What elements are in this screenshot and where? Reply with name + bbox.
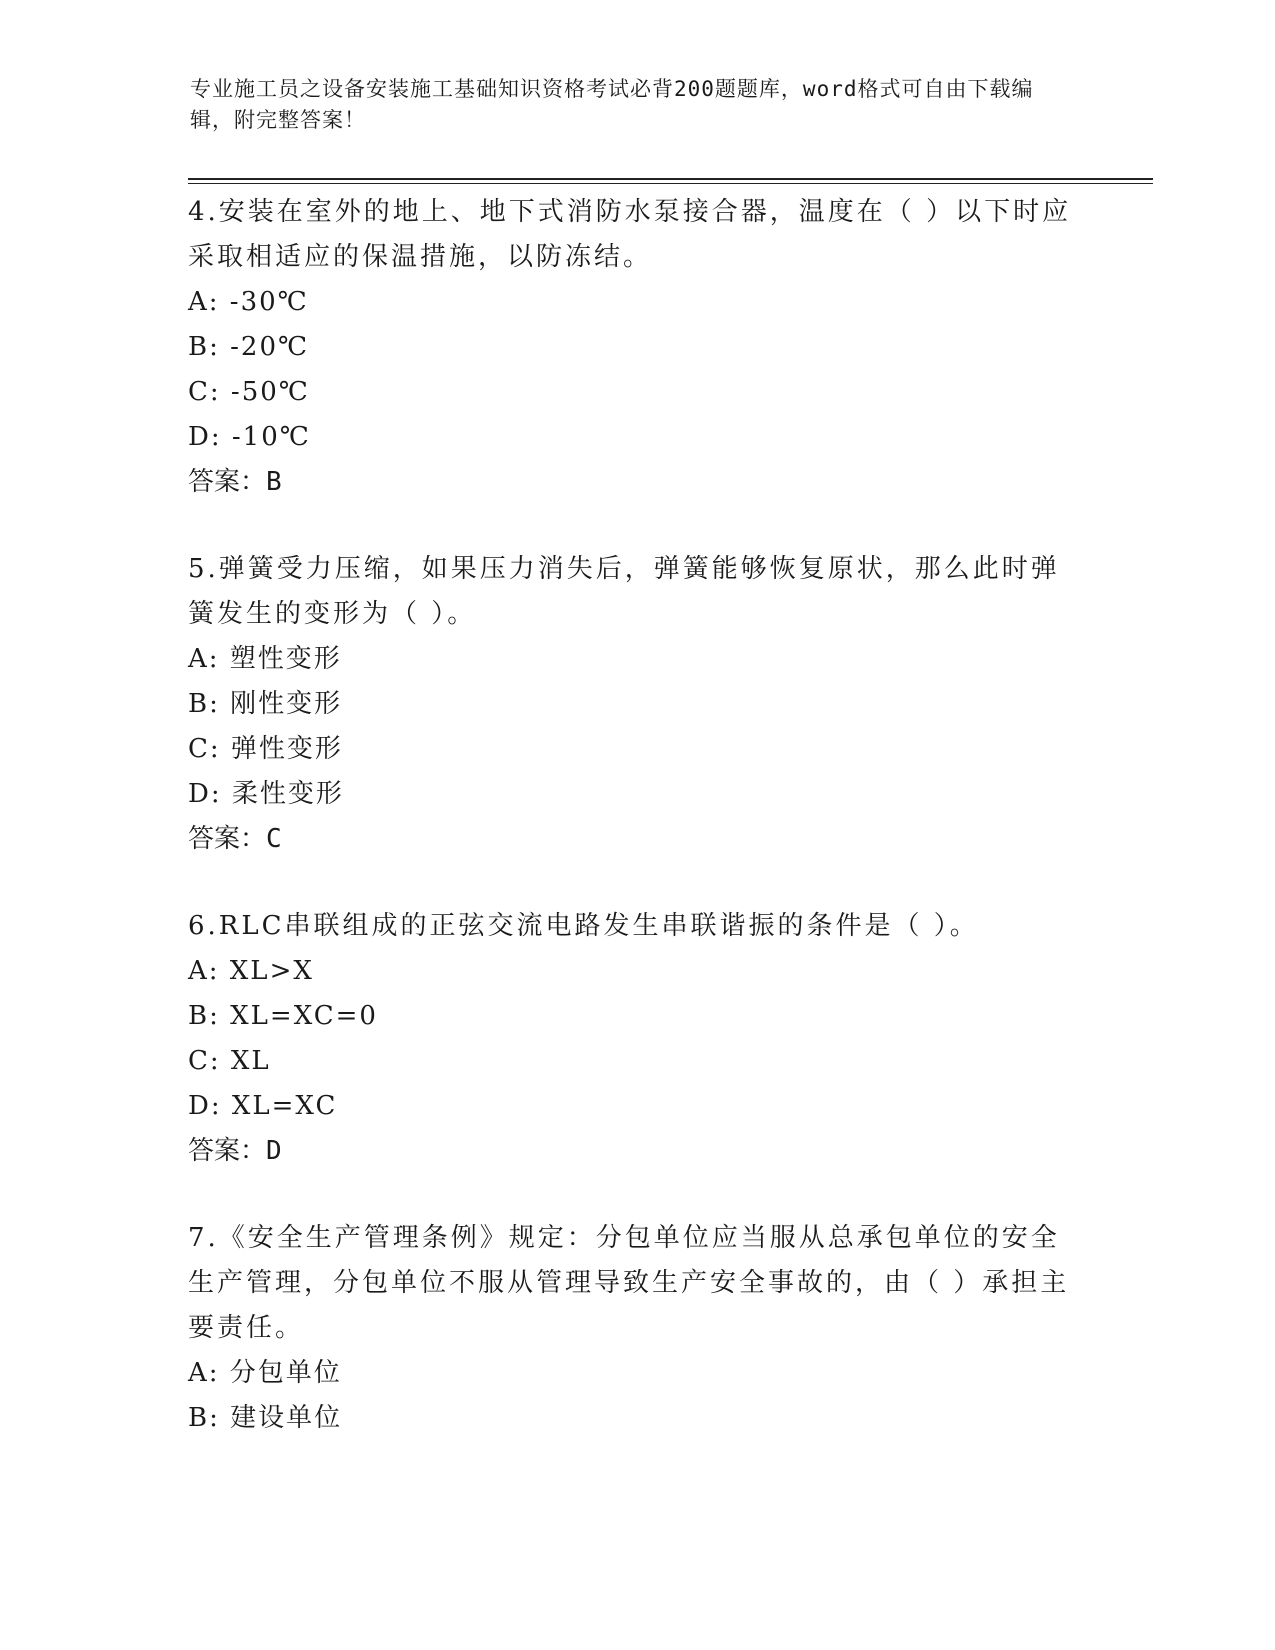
option-b: B: XL=XC=0 — [188, 1001, 378, 1031]
option-c: C: XL — [188, 1046, 271, 1076]
question-6 — [188, 904, 1088, 1174]
option-c: C: 弹性变形 — [188, 734, 343, 764]
answer-line: 答案：C — [188, 824, 282, 854]
question-text: 7.《安全生产管理条例》规定：分包单位应当服从总承包单位的安全生产管理，分包单位不服从管理导致生产安全事故的，由（ ）承担主要责任。 — [188, 1223, 1070, 1343]
document-header: 专业施工员之设备安装施工基础知识资格考试必背200题题库，word格式可自由下载编辑，附完整答案！ — [190, 77, 1034, 132]
header-divider-thick — [188, 178, 1153, 180]
question-5 — [188, 547, 1088, 862]
question-text: 5.弹簧受力压缩，如果压力消失后，弹簧能够恢复原状，那么此时弹簧发生的变形为（ ）。 — [188, 554, 1060, 629]
option-b: B: 建设单位 — [188, 1403, 343, 1433]
option-b: B: 刚性变形 — [188, 689, 343, 719]
option-c: C: -50℃ — [188, 377, 310, 407]
option-d: D: XL=XC — [188, 1091, 338, 1121]
question-4 — [188, 190, 1088, 505]
option-a: A: -30℃ — [188, 287, 309, 317]
option-a: A: 塑性变形 — [188, 644, 342, 674]
question-7 — [188, 1216, 1088, 1441]
option-d: D: -10℃ — [188, 422, 311, 452]
header-divider-thin — [188, 183, 1153, 184]
option-d: D: 柔性变形 — [188, 779, 344, 809]
option-b: B: -20℃ — [188, 332, 310, 362]
option-a: A: 分包单位 — [188, 1358, 342, 1388]
answer-line: 答案：B — [188, 467, 282, 497]
question-text: 4.安装在室外的地上、地下式消防水泵接合器，温度在（ ）以下时应采取相适应的保温措施，以防冻结。 — [188, 197, 1072, 272]
option-a: A: XL>X — [188, 956, 314, 986]
question-list — [188, 190, 1088, 1483]
answer-line: 答案：D — [188, 1136, 282, 1166]
question-text: 6.RLC串联组成的正弦交流电路发生串联谐振的条件是（ ）。 — [188, 911, 979, 941]
